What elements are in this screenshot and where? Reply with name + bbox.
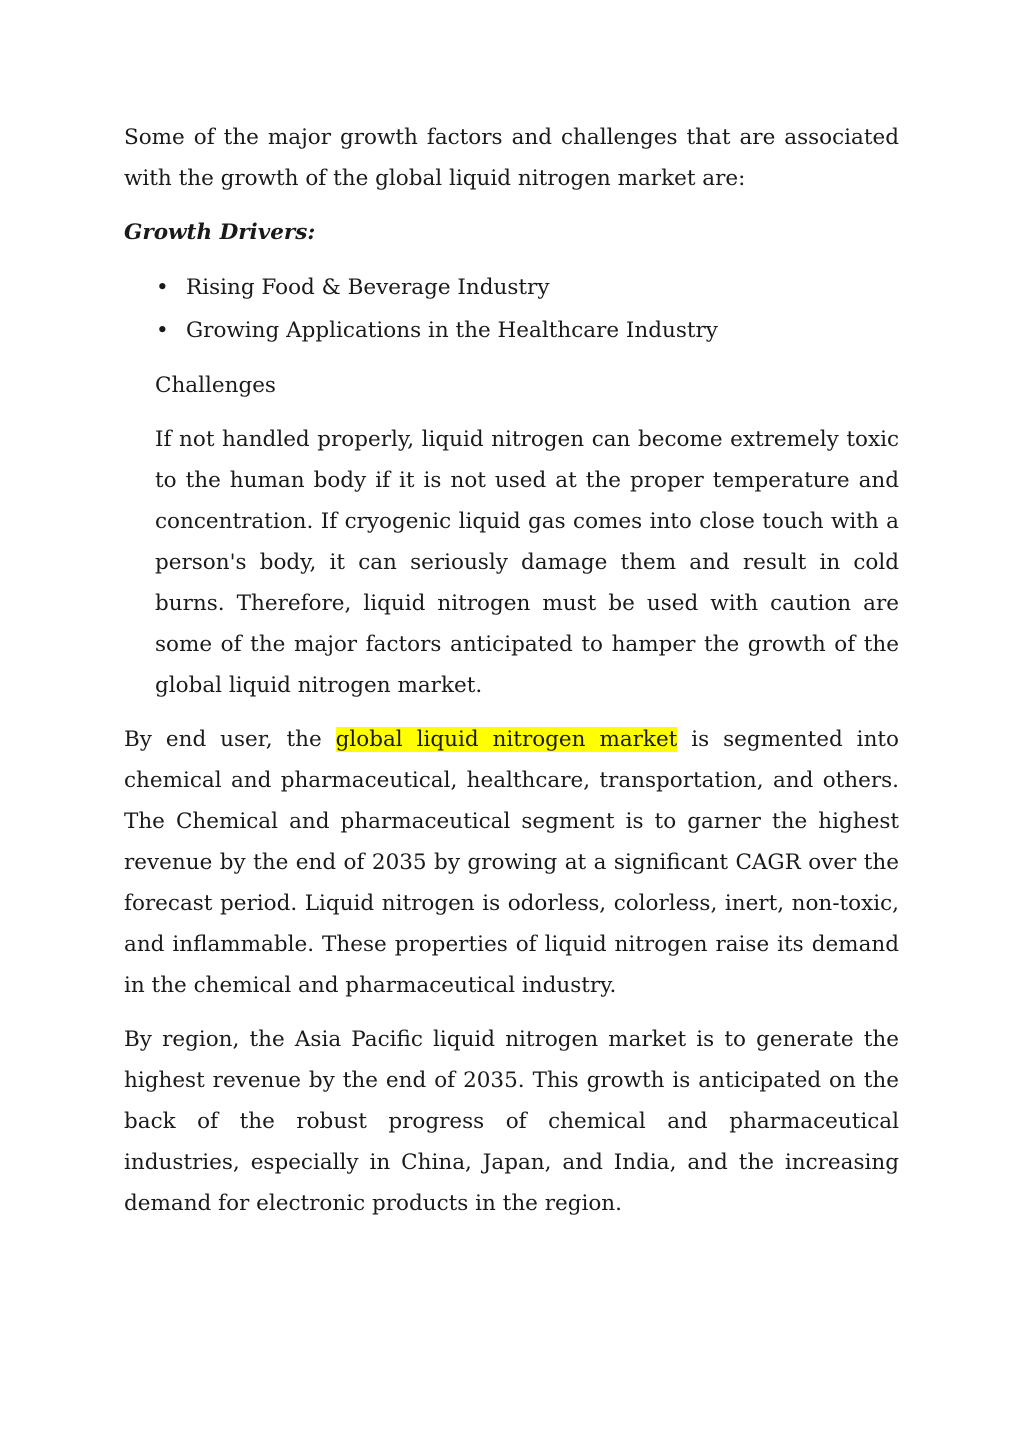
end-user-text-start: By end user, the (124, 727, 336, 752)
growth-drivers-heading: Growth Drivers: (124, 220, 316, 245)
intro-paragraph: Some of the major growth factors and challenges that are associated with the growth of the global liquid nitrogen market are: (124, 125, 899, 191)
end-user-text-end: is segmented into chemical and pharmaceutical, healthcare, transportation, and others. The Chemical and pharmaceutical segment is to garner the highest revenue by the end of 2035 by growing at a significant CAGR over the forecast period. Liquid nitrogen is odorless, colorless, inert, non-toxic, and inflammable. These properties of liquid nitrogen raise its demand in the chemical and pharmaceutical industry. (124, 727, 899, 998)
list-item (124, 309, 899, 352)
challenges-paragraph: If not handled properly, liquid nitrogen can become extremely toxic to the human body if it is not used at the proper temperature and concentration. If cryogenic liquid gas comes into close touch with a person's body, it can seriously damage them and result in cold burns. Therefore, liquid nitrogen must be used with caution are some of the major factors anticipated to hamper the growth of the global liquid nitrogen market. (155, 427, 899, 698)
market-link[interactable]: global liquid nitrogen market (335, 727, 678, 752)
list-item-text: Rising Food & Beverage Industry (186, 275, 550, 300)
end-user-paragraph (124, 719, 899, 1006)
challenges-heading: Challenges (155, 373, 276, 398)
document-page (124, 117, 899, 1237)
bullet-icon: • (156, 318, 169, 343)
bullet-icon: • (156, 275, 169, 300)
growth-drivers-list (124, 266, 899, 352)
region-paragraph: By region, the Asia Pacific liquid nitrogen market is to generate the highest revenue by the end of 2035. This growth is anticipated on the back of the robust progress of chemical and pharmaceutical industries, especially in China, Japan, and India, and the increasing demand for electronic products in the region. (124, 1027, 899, 1216)
list-item-text: Growing Applications in the Healthcare Industry (186, 318, 718, 343)
list-item (124, 266, 899, 309)
